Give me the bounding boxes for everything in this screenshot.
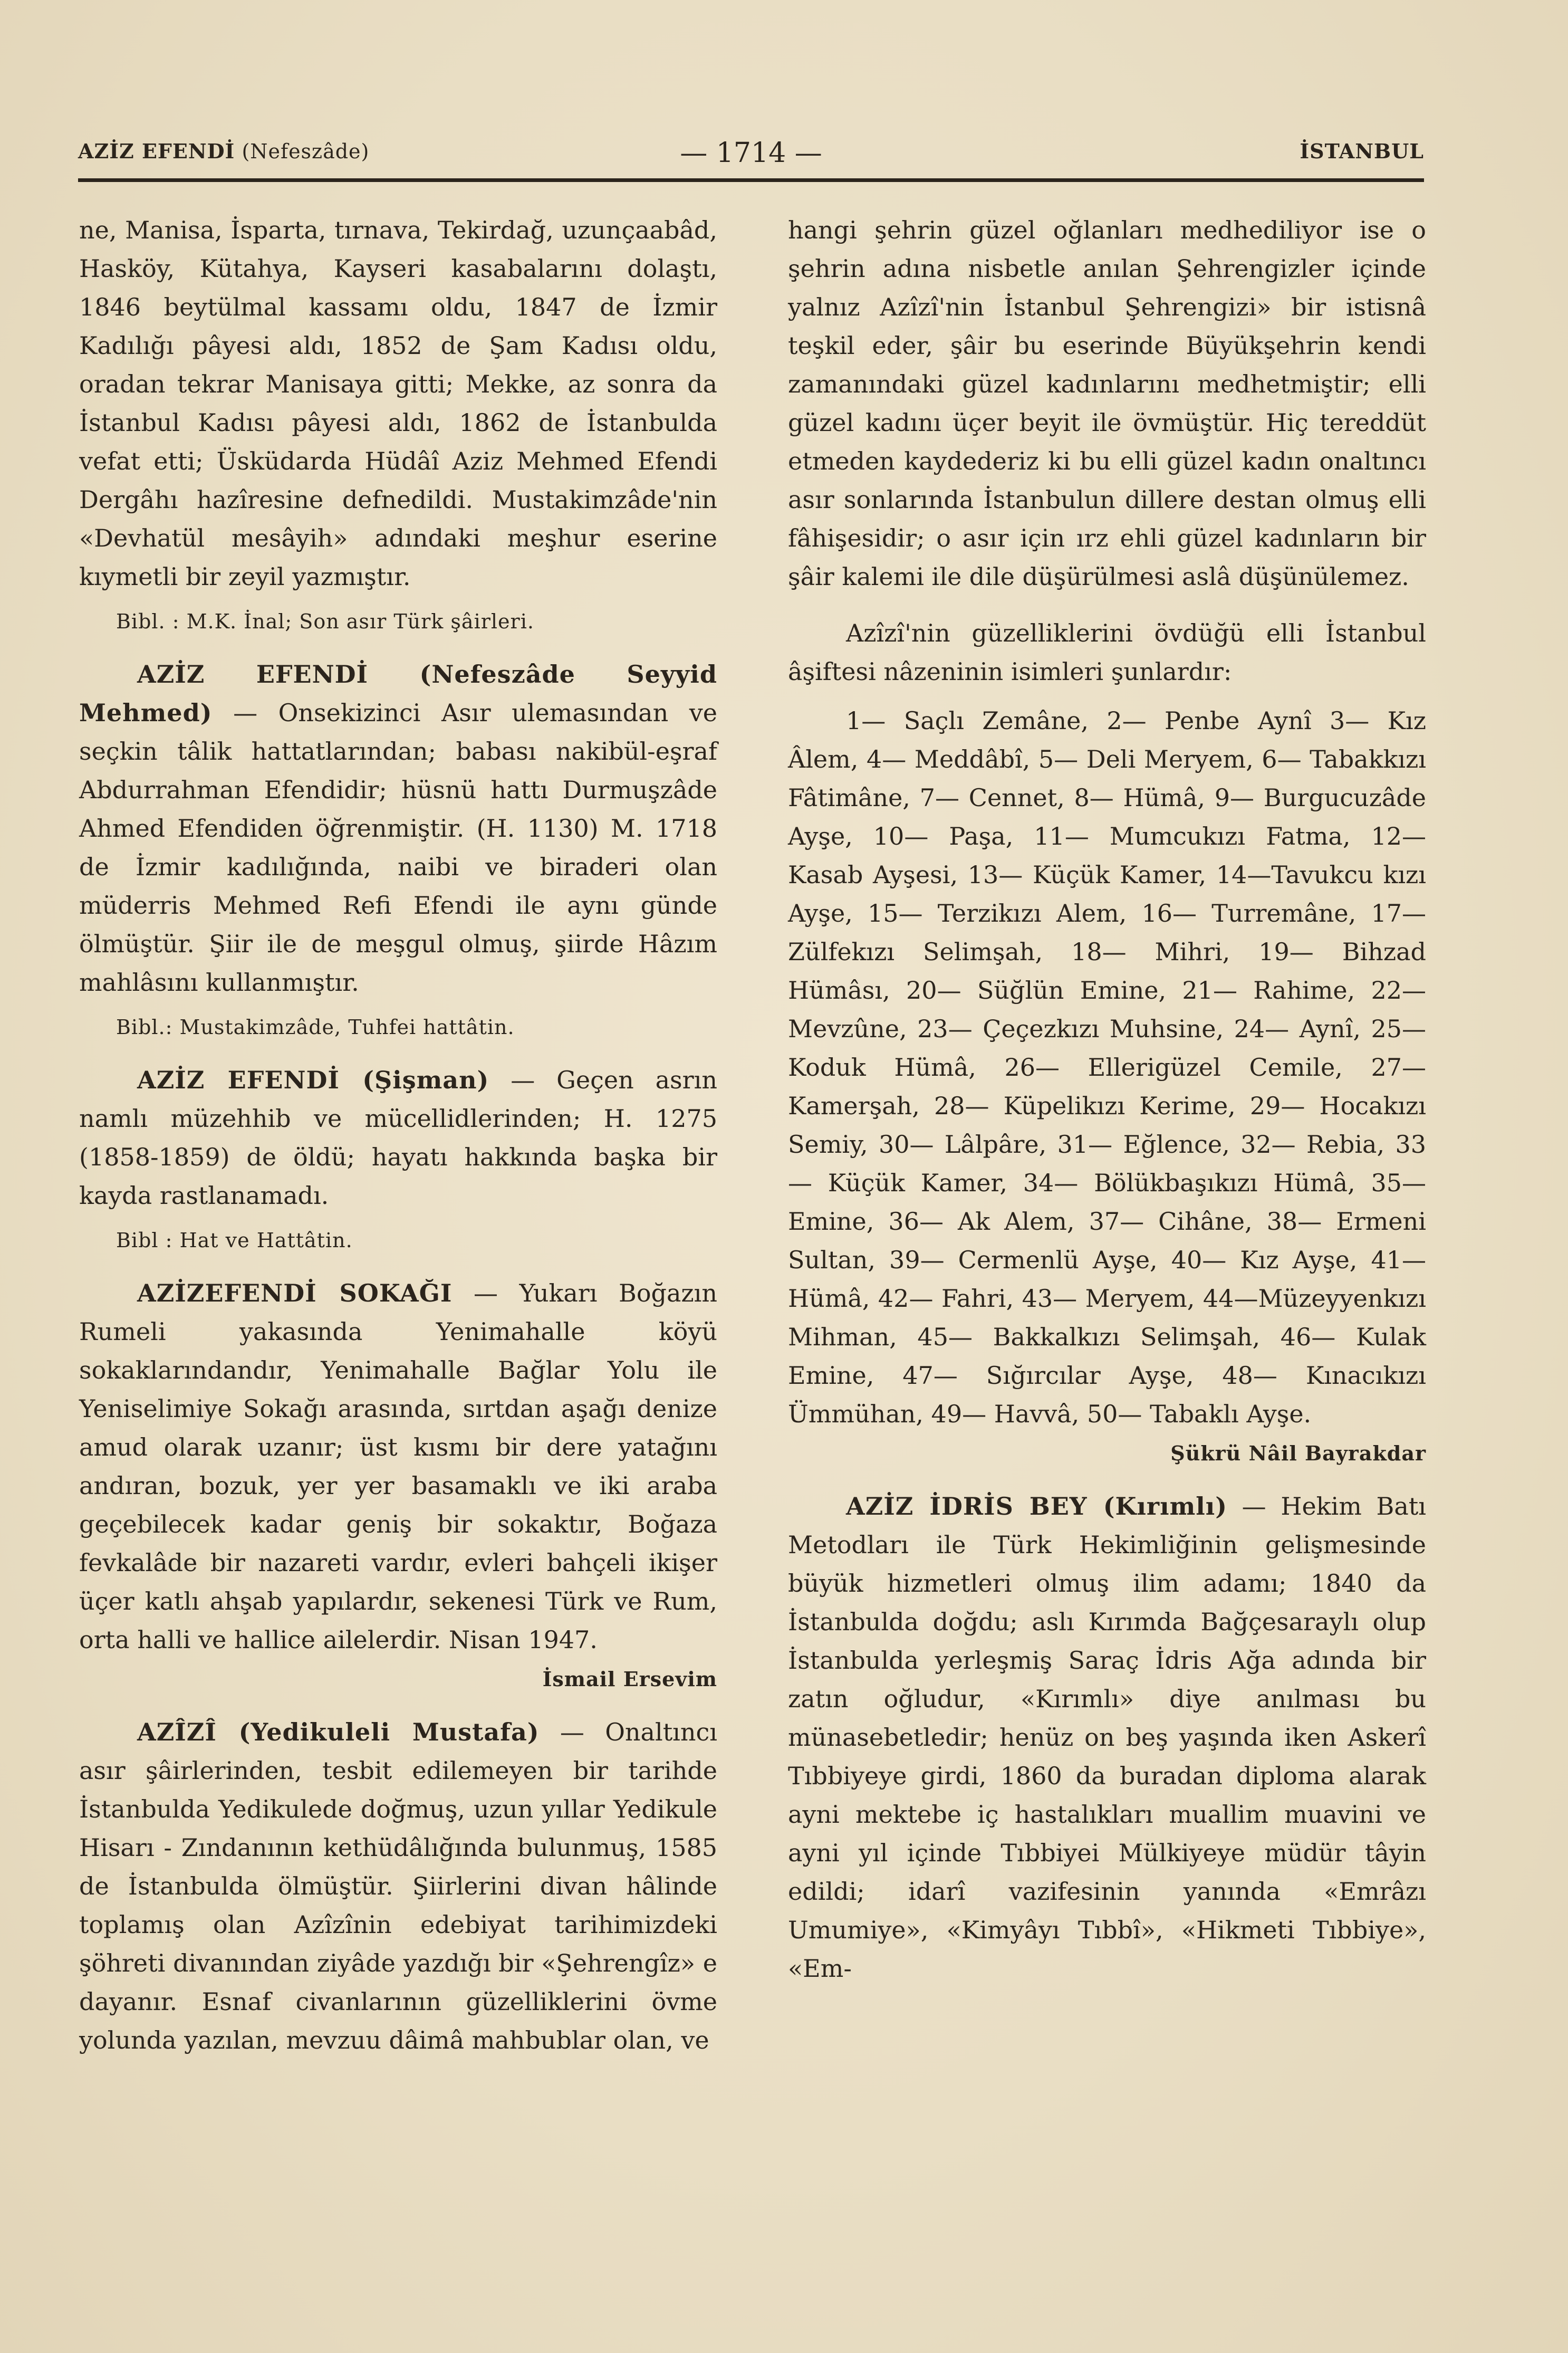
bibliography: Bibl.: Mustakimzâde, Tuhfei hattâtin. <box>116 1016 515 1039</box>
entry-aziz-efendi-sisman <box>79 1061 717 1215</box>
author-signature: İsmail Ersevim <box>542 1667 717 1691</box>
entry-heading: AZİZ İDRİS BEY (Kırımlı) <box>846 1492 1228 1520</box>
entry-body: — Geçen asrın namlı müzehhib ve mücellidlerinden; H. 1275 (1858-1859) de öldü; hayatı hakkında başka bir kayda rastlanamadı. <box>79 1066 717 1210</box>
entry-body: — Yukarı Boğazın Rumeli yakasında Yenimahalle köyü sokaklarındandır, Yenimahalle Bağlar Yolu ile Yeniselimiye Sokağı arasında, sırtdan aşağı denize amud olarak uzanır; üst kısmı bir dere yatağını andıran, bozuk, yer yer basamaklı ve iki araba geçebilecek kadar geniş bir sokaktır, Boğaza fevkalâde bir nazareti vardır, evleri bahçeli ikişer üçer katlı ahşab yapılardır, sekenesi Türk ve Rum, orta halli ve hallice ailelerdir. Nisan 1947. <box>79 1279 717 1654</box>
entry-body: — Onsekizinci Asır ulemasından ve seçkin tâlik hattatlarından; babası nakibül-eşraf Abdurrahman Efendidir; hüsnü hattı Durmuşzâde Ahmed Efendiden öğrenmiştir. (H. 1130) M. 1718 de İzmir kadılığında, naibi ve biraderi olan müderris Mehmed Refi Efendi ile aynı günde ölmüştür. Şiir ile de meşgul olmuş, şiirde Hâzım mahlâsını kullanmıştır. <box>79 699 717 997</box>
name-list: 1— Saçlı Zemâne, 2— Penbe Aynî 3— Kız Âlem, 4— Meddâbî, 5— Deli Meryem, 6— Tabakkızı Fâtimâne, 7— Cennet, 8— Hümâ, 9— Burgucuzâde Ayşe, 10— Paşa, 11— Mumcukızı Fatma, 12— Kasab Ayşesi, 13— Küçük Kamer, 14—Tavukcu kızı Ayşe, 15— Terzikızı Alem, 16— Turremâne, 17— Zülfekızı Selimşah, 18— Mihri, 19— Bihzad Hümâsı, 20— Süğlün Emine, 21— Rahime, 22— Mevzûne, 23— Çeçezkızı Muhsine, 24— Aynî, 25— Koduk Hümâ, 26— Ellerigüzel Cemile, 27— Kamerşah, 28— Küpelikızı Kerime, 29— Hocakızı Semiy, 30— Lâlpâre, 31— Eğlence, 32— Rebia, 33— Küçük Kamer, 34— Bölükbaşıkızı Hümâ, 35— Emine, 36— Ak Alem, 37— Cihâne, 38— Ermeni Sultan, 39— Cermenlü Ayşe, 40— Kız Ayşe, 41— Hümâ, 42— Fahri, 43— Meryem, 44—Müzeyyenkızı Mihman, 45— Bakkalkızı Selimşah, 46— Kulak Emine, 47— Sığırcılar Ayşe, 48— Kınacıkızı Ümmühan, 49— Havvâ, 50— Tabaklı Ayşe. <box>788 706 1426 1428</box>
paragraph: ne, Manisa, İsparta, tırnava, Tekirdağ, uzunçaabâd, Hasköy, Kütahya, Kayseri kasabalarını dolaştı, 1846 beytülmal kassamı oldu, 1847 de İzmir Kadılığı pâyesi aldı, 1852 de Şam Kadısı oldu, oradan tekrar Manisaya gitti; Mekke, az sonra da İstanbul Kadısı pâyesi aldı, 1862 de İstanbulda vefat etti; Üsküdarda Hüdâî Aziz Mehmed Efendi Dergâhı hazîresine defnedildi. Mustakimzâde'nin «Devhatül mesâyih» adındaki meşhur eserine kıymetli bir zeyil yazmıştır. <box>79 216 717 591</box>
entry-body: — Hekim Batı Metodları ile Türk Hekimliğinin gelişmesinde büyük hizmetleri olmuş ilim adamı; 1840 da İstanbulda doğdu; aslı Kırımda Bağçesaraylı olup İstanbulda yerleşmiş Saraç İdris Ağa adında bir zatın oğludur, «Kırımlı» diye anılması bu münasebetledir; henüz on beş yaşında iken Askerî Tıbbiyeye girdi, 1860 da buradan diploma alarak ayni mektebe iç hastalıkları muallim muavini ve ayni yıl içinde Tıbbiyei Mülkiyeye müdür tâyin edildi; idarî vazifesinin yanında «Emrâzı Umumiye», «Kimyâyı Tıbbî», «Hikmeti Tıbbiye», «Em- <box>788 1492 1426 1983</box>
running-head-subtitle: (Nefeszâde) <box>242 140 370 163</box>
entry-azizi-yedikuleli <box>79 1713 717 2060</box>
paragraph: Azîzî'nin güzelliklerini övdüğü elli İstanbul âşiftesi nâzeninin isimleri şunlardır: <box>788 619 1426 686</box>
entry-aziz-efendi-nefeszade <box>79 655 717 1002</box>
running-head-right: İSTANBUL <box>1300 139 1424 163</box>
entry-aziz-idris-bey <box>788 1487 1426 1988</box>
header-rule <box>78 178 1424 182</box>
entry-azizefendi-sokagi <box>79 1274 717 1659</box>
entry-heading: AZİZ EFENDİ (Şişman) <box>137 1066 489 1094</box>
entry-heading: AZİZ EFENDİ (Nefeszâde Seyyid Mehmed) <box>79 660 717 727</box>
entry-body: — Onaltıncı asır şâirlerinden, tesbit edilemeyen bir tarihde İstanbulda Yedikulede doğmuş, uzun yıllar Yedikule Hisarı - Zındanının kethüdâlığında bulunmuş, 1585 de İstanbulda ölmüştür. Şiirlerini divan hâlinde toplamış olan Azîzînin edebiyat tarihimizdeki şöhreti divanından ziyâde yazdığı bir «Şehrengîz» e dayanır. Esnaf civanlarının güzelliklerini övme yolunda yazılan, mevzuu dâimâ mahbublar olan, ve <box>79 1718 717 2054</box>
author-signature: Şükrü Nâil Bayrakdar <box>1170 1441 1426 1465</box>
entry-heading: AZİZEFENDİ SOKAĞI <box>137 1279 453 1307</box>
left-column <box>79 211 717 2060</box>
right-column <box>788 211 1426 1988</box>
paragraph: hangi şehrin güzel oğlanları medhediliyor ise o şehrin adına nisbetle anılan Şehrengizler içinde yalnız Azîzî'nin İstanbul Şehrengizi» bir istisnâ teşkil eder, şâir bu eserinde Büyükşehrin kendi zamanındaki güzel kadınlarını medhetmiştir; elli güzel kadını üçer beyit ile övmüştür. Hiç tereddüt etmeden kaydederiz ki bu elli güzel kadın onaltıncı asır sonlarında İstanbulun dillere destan olmuş elli fâhişesidir; o asır için ırz ehli güzel kadınların bir şâir kalemi ile dile düşürülmesi aslâ düşünülemez. <box>788 216 1426 591</box>
bibliography: Bibl : Hat ve Hattâtin. <box>116 1229 353 1252</box>
entry-heading: AZÎZÎ (Yedikuleli Mustafa) <box>137 1718 540 1746</box>
running-head-title: AZİZ EFENDİ <box>78 139 235 163</box>
bibliography: Bibl. : M.K. İnal; Son asır Türk şâirleri. <box>116 610 534 633</box>
page-number: — 1714 — <box>680 137 822 169</box>
page-header <box>78 137 1424 171</box>
